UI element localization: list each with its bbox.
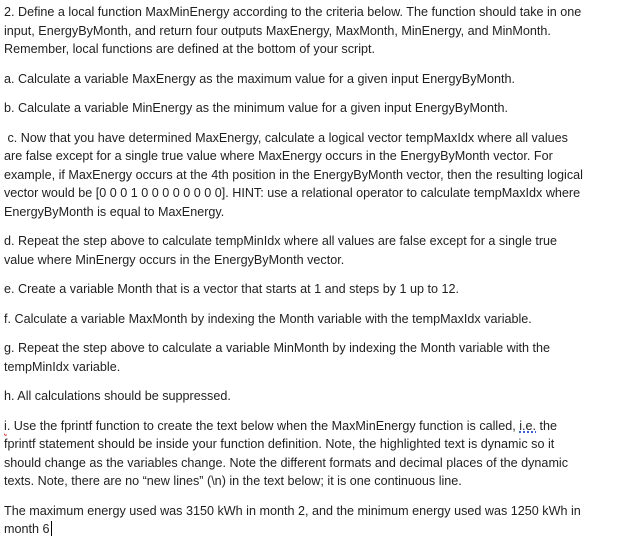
step-d (4, 232, 623, 269)
text-line: are false except for a single true value where MaxEnergy occurs in the EnergyByMonth vector. For (4, 149, 553, 163)
step-g (4, 339, 623, 376)
text-run: the (536, 418, 558, 433)
text-cursor (51, 521, 52, 536)
document-body[interactable] (4, 3, 623, 550)
text-line: b. Calculate a variable MinEnergy as the minimum value for a given input EnergyByMonth. (4, 101, 509, 115)
text-line: texts. Note, there are no “new lines” (\n) in the text below; it is one continuous line. (4, 474, 462, 488)
text-run: . Use the fprintf function to create the text below when the MaxMinEnergy function is called, (6, 418, 520, 433)
output-example (4, 502, 623, 539)
text-line: h. All calculations should be suppressed. (4, 389, 231, 403)
text-line: Remember, local functions are defined at the bottom of your script. (4, 42, 376, 56)
text-line: f. Calculate a variable MaxMonth by indexing the Month variable with the tempMaxIdx variable. (4, 311, 532, 326)
text-line: vector would be [0 0 0 1 0 0 0 0 0 0 0 0]. HINT: use a relational operator to calculate tempMaxIdx where (4, 186, 581, 200)
text-run: month 6 (4, 522, 50, 536)
text-line: d. Repeat the step above to calculate tempMinIdx where all values are false except for a single true (4, 234, 558, 248)
text-line: tempMinIdx variable. (4, 359, 121, 374)
text-line: value where MinEnergy occurs in the EnergyByMonth vector. (4, 252, 345, 267)
text-line: fprintf statement should be inside your function definition. Note, the highlighted text is dynamic so it (4, 437, 555, 451)
text-line: c. Now that you have determined MaxEnergy, calculate a logical vector tempMaxIdx where all values (4, 130, 568, 145)
text-line: g. Repeat the step above to calculate a variable MinMonth by indexing the Month variable with the (4, 341, 551, 355)
step-i (4, 417, 623, 491)
step-f (4, 310, 623, 329)
spelling-flag-marker[interactable]: i (4, 418, 7, 433)
text-line (4, 417, 623, 436)
step-c (4, 129, 623, 222)
step-a (4, 70, 623, 89)
step-e (4, 280, 623, 299)
text-line: e. Create a variable Month that is a vector that starts at 1 and steps by 1 up to 12. (4, 282, 460, 296)
text-line: EnergyByMonth is equal to MaxEnergy. (4, 204, 225, 219)
text-line: input, EnergyByMonth, and return four outputs MaxEnergy, MaxMonth, MinEnergy, and MinMonth. (4, 23, 551, 38)
grammar-flag-ie[interactable]: i.e. (519, 418, 537, 433)
text-line: 2. Define a local function MaxMinEnergy according to the criteria below. The function should take in one (4, 5, 582, 19)
step-b (4, 99, 623, 118)
text-line (4, 520, 623, 539)
text-line: a. Calculate a variable MaxEnergy as the maximum value for a given input EnergyByMonth. (4, 71, 515, 86)
text-line: should change as the variables change. Note the different formats and decimal places of the dynamic (4, 455, 569, 470)
step-h (4, 387, 623, 406)
question-intro (4, 3, 623, 59)
text-line: The maximum energy used was 3150 kWh in month 2, and the minimum energy used was 1250 kWh in (4, 503, 581, 518)
text-line: example, if MaxEnergy occurs at the 4th position in the EnergyByMonth vector, then the resulting logical (4, 167, 583, 182)
